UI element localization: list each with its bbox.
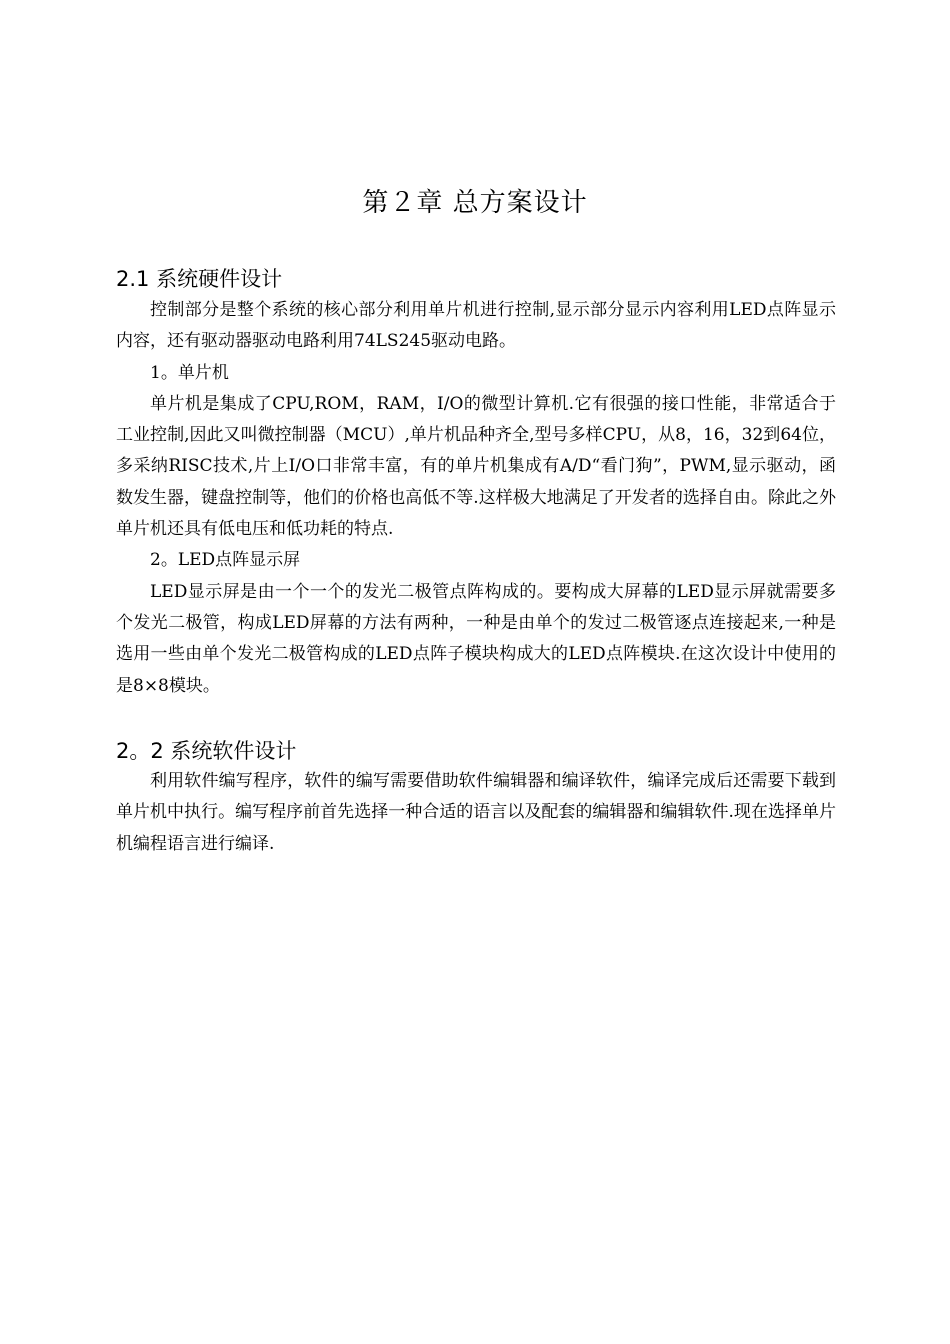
section-body-software — [116, 766, 836, 860]
section-body-hardware — [116, 295, 836, 702]
paragraph-intro: 控制部分是整个系统的核心部分利用单片机进行控制,显示部分显示内容利用LED点阵显示内容，还有驱动器驱动电路利用74LS245驱动电路。 — [116, 300, 836, 352]
paragraph-led: LED显示屏是由一个一个的发光二极管点阵构成的。要构成大屏幕的LED显示屏就需要多个发光二极管，构成LED屏幕的方法有两种，一种是由单个的发过二极管逐点连接起来,一种是选用一些由单个发光二极管构成的LED点阵子模块构成大的LED点阵模块.在这次设计中使用的是8×8模块。 — [116, 581, 836, 696]
paragraph-software: 利用软件编写程序，软件的编写需要借助软件编辑器和编译软件，编译完成后还需要下载到单片机中执行。编写程序前首先选择一种合适的语言以及配套的编辑器和编辑软件.现在选择单片机编程语言进行编译. — [116, 771, 836, 854]
chapter-title: 第２章 总方案设计 — [362, 188, 588, 219]
list-item-mcu-heading: 1。单片机 — [150, 362, 229, 383]
section-heading-hardware: 2.1 系统硬件设计 — [116, 267, 283, 292]
list-item-led-heading: 2。LED点阵显示屏 — [150, 550, 301, 571]
paragraph-mcu: 单片机是集成了CPU,ROM，RAM，I/O的微型计算机.它有很强的接口性能，非常适合于工业控制,因此又叫微控制器（MCU）,单片机品种齐全,型号多样CPU，从8，16，32到64位，多采纳RISC技术,片上I/O口非常丰富，有的单片机集成有A/D“看门狗”，PWM,显示驱动，函数发生器，键盘控制等，他们的价格也高低不等.这样极大地满足了开发者的选择自由。除此之外单片机还具有低电压和低功耗的特点. — [116, 393, 836, 540]
section-heading-software: 2。2 系统软件设计 — [116, 739, 297, 764]
